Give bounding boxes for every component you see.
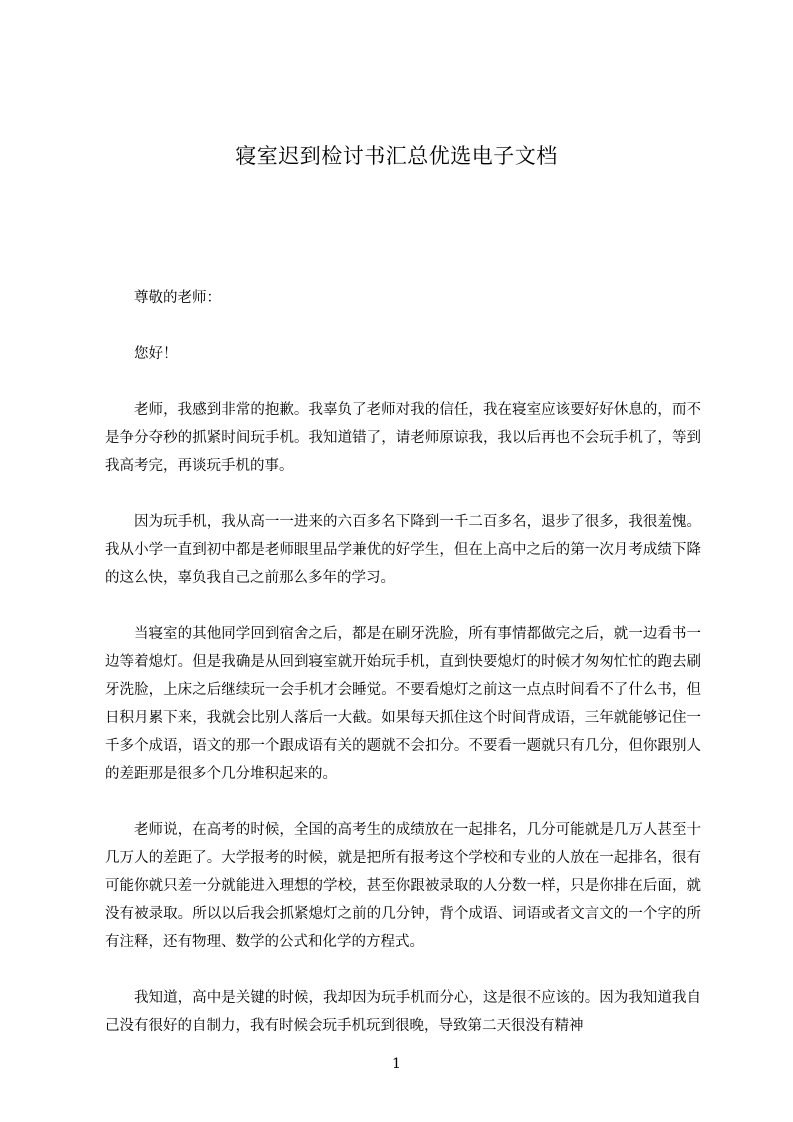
paragraph: 老师说，在高考的时候，全国的高考生的成绩放在一起排名，几分可能就是几万人甚至十几万人的差距了。大学报考的时候，就是把所有报考这个学校和专业的人放在一起排名，很有可能你就只差一分就能进入理想的学校，甚至你跟被录取的人分数一样，只是你排在后面，就没有被录取。所以以后我会抓紧熄灯之前的几分钟，背个成语、词语或者文言文的一个字的所有注释，还有物理、数学的公式和化学的方程式。 (105, 822, 701, 950)
paragraph: 因为玩手机，我从高一一进来的六百多名下降到一千二百多名，退步了很多，我很羞愧。我从小学一直到初中都是老师眼里品学兼优的好学生，但在上高中之后的第一次月考成绩下降的这么快，辜负我自己之前那么多年的学习。 (105, 514, 701, 586)
document-body (105, 284, 701, 1068)
paragraph: 我知道，高中是关键的时候，我却因为玩手机而分心，这是很不应该的。因为我知道我自己没有很好的自制力，我有时候会玩手机玩到很晚，导致第二天很没有精神 (105, 990, 701, 1034)
greeting: 您好！ (134, 346, 178, 362)
paragraph: 当寝室的其他同学回到宿舍之后，都是在刷牙洗脸，所有事情都做完之后，就一边看书一边等着熄灯。但是我确是从回到寝室就开始玩手机，直到快要熄灯的时候才匆匆忙忙的跑去刷牙洗脸，上床之后继续玩一会手机才会睡觉。不要看熄灯之前这一点点时间看不了什么书，但日积月累下来，我就会比别人落后一大截。如果每天抓住这个时间背成语，三年就能够记住一千多个成语，语文的那一个跟成语有关的题就不会扣分。不要看一题就只有几分，但你跟别人的差距那是很多个几分堆积起来的。 (105, 626, 701, 782)
page-number: 1 (392, 1056, 401, 1072)
salutation: 尊敬的老师： (134, 290, 221, 306)
paragraph: 老师，我感到非常的抱歉。我辜负了老师对我的信任，我在寝室应该要好好休息的，而不是争分夺秒的抓紧时间玩手机。我知道错了，请老师原谅我，我以后再也不会玩手机了，等到我高考完，再谈玩手机的事。 (105, 402, 701, 474)
document-title: 寝室迟到检讨书汇总优选电子文档 (235, 144, 558, 168)
